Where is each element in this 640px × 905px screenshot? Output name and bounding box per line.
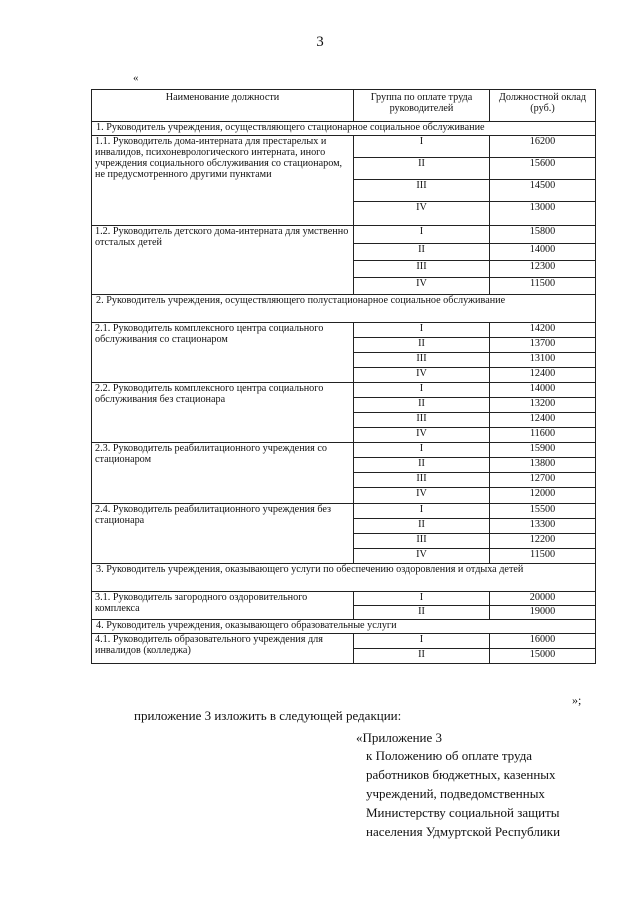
appendix-line: к Положению об оплате труда: [366, 748, 533, 763]
table-body: [92, 122, 596, 664]
section-row: [92, 564, 596, 592]
salary-value: 14000: [490, 244, 596, 261]
salary-value: 14500: [490, 180, 596, 202]
salary-value: 13100: [490, 353, 596, 368]
salary-value: 12400: [490, 413, 596, 428]
table-row: [92, 226, 596, 244]
salary-value: 13800: [490, 458, 596, 473]
appendix-caption: [366, 746, 560, 841]
section-row: [92, 295, 596, 323]
salary-value: 13300: [490, 519, 596, 534]
pay-group: II: [354, 458, 490, 473]
opening-quote: «: [133, 72, 139, 84]
header-pay-group: Группа по оплате труда руководителей: [354, 90, 490, 122]
pay-group: I: [354, 443, 490, 458]
pay-group: I: [354, 504, 490, 519]
header-salary: Должностной оклад (руб.): [490, 90, 596, 122]
pay-group: III: [354, 180, 490, 202]
salary-value: 12000: [490, 488, 596, 504]
appendix-line: учреждений, подведомственных: [366, 786, 545, 801]
position-name: 1.2. Руководитель детского дома-интерната для умственно отсталых детей: [92, 226, 354, 295]
pay-group: III: [354, 473, 490, 488]
pay-group: III: [354, 353, 490, 368]
section-title: 1. Руководитель учреждения, осуществляющего стационарное социальное обслуживание: [92, 122, 596, 136]
salary-value: 15900: [490, 443, 596, 458]
pay-group: II: [354, 158, 490, 180]
position-name: 4.1. Руководитель образовательного учреждения для инвалидов (колледжа): [92, 634, 354, 664]
pay-group: I: [354, 136, 490, 158]
salary-value: 11600: [490, 428, 596, 443]
page-number: 3: [316, 34, 324, 50]
pay-group: II: [354, 338, 490, 353]
salary-value: 14200: [490, 323, 596, 338]
pay-group: IV: [354, 488, 490, 504]
pay-group: I: [354, 226, 490, 244]
section-title: 2. Руководитель учреждения, осуществляющего полустационарное социальное обслуживание: [92, 295, 596, 323]
pay-group: III: [354, 261, 490, 278]
pay-group: II: [354, 519, 490, 534]
section-row: [92, 620, 596, 634]
appendix-line: населения Удмуртской Республики: [366, 824, 561, 839]
salary-value: 11500: [490, 549, 596, 564]
salary-table: [91, 89, 596, 664]
salary-value: 15600: [490, 158, 596, 180]
salary-value: 12700: [490, 473, 596, 488]
position-name: 2.3. Руководитель реабилитационного учреждения со стационаром: [92, 443, 354, 504]
salary-value: 12300: [490, 261, 596, 278]
pay-group: III: [354, 413, 490, 428]
salary-value: 16000: [490, 634, 596, 649]
pay-group: III: [354, 534, 490, 549]
pay-group: I: [354, 592, 490, 606]
pay-group: II: [354, 244, 490, 261]
table-header-row: [92, 90, 596, 122]
table-row: [92, 136, 596, 158]
position-name: 2.4. Руководитель реабилитационного учреждения без стационара: [92, 504, 354, 564]
table-row: [92, 592, 596, 606]
salary-value: 15800: [490, 226, 596, 244]
pay-group: I: [354, 323, 490, 338]
pay-group: II: [354, 606, 490, 620]
table-row: [92, 443, 596, 458]
pay-group: IV: [354, 202, 490, 226]
section-title: 4. Руководитель учреждения, оказывающего образовательные услуги: [92, 620, 596, 634]
section-row: [92, 122, 596, 136]
pay-group: IV: [354, 549, 490, 564]
header-position-name: Наименование должности: [92, 90, 354, 122]
closing-quote: »;: [572, 693, 582, 707]
pay-group: II: [354, 649, 490, 664]
position-name: 2.1. Руководитель комплексного центра социального обслуживания со стационаром: [92, 323, 354, 383]
salary-value: 19000: [490, 606, 596, 620]
section-title: 3. Руководитель учреждения, оказывающего услуги по обеспечению оздоровления и отдыха детей: [92, 564, 596, 592]
salary-value: 15000: [490, 649, 596, 664]
table-row: [92, 323, 596, 338]
pay-group: IV: [354, 428, 490, 443]
position-name: 1.1. Руководитель дома-интерната для престарелых и инвалидов, психоневрологического интерната, иного учреждения социального обслуживания со стационаром, не предусмотренного другими пунктами: [92, 136, 354, 226]
appendix-line: Министерству социальной защиты: [366, 805, 560, 820]
salary-value: 20000: [490, 592, 596, 606]
salary-value: 13000: [490, 202, 596, 226]
pay-group: IV: [354, 368, 490, 383]
pay-group: I: [354, 383, 490, 398]
appendix-line: работников бюджетных, казенных: [366, 767, 556, 782]
table-row: [92, 504, 596, 519]
salary-value: 14000: [490, 383, 596, 398]
salary-value: 13200: [490, 398, 596, 413]
salary-value: 13700: [490, 338, 596, 353]
table-row: [92, 634, 596, 649]
pay-group: IV: [354, 278, 490, 295]
salary-value: 15500: [490, 504, 596, 519]
appendix-title: «Приложение 3: [356, 730, 443, 745]
pay-group: II: [354, 398, 490, 413]
salary-value: 11500: [490, 278, 596, 295]
pay-group: I: [354, 634, 490, 649]
position-name: 2.2. Руководитель комплексного центра социального обслуживания без стационара: [92, 383, 354, 443]
salary-value: 12400: [490, 368, 596, 383]
amendment-text: приложение 3 изложить в следующей редакции:: [134, 708, 402, 723]
salary-value: 12200: [490, 534, 596, 549]
position-name: 3.1. Руководитель загородного оздоровительного комплекса: [92, 592, 354, 620]
table-row: [92, 383, 596, 398]
salary-value: 16200: [490, 136, 596, 158]
